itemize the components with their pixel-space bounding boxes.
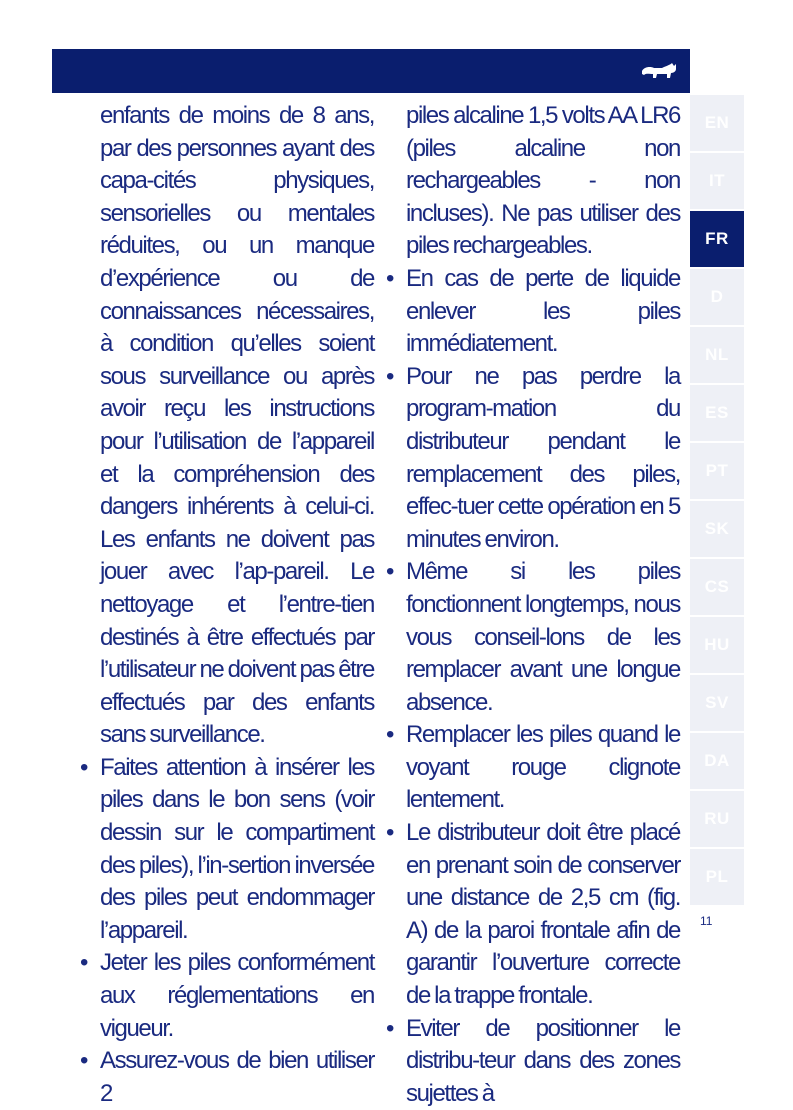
- tab-lang-da[interactable]: DA: [690, 733, 744, 789]
- list-item: • Le distributeur doit être placé en prenant soin de conserver une distance de 2,5 cm (fig. A) de la paroi frontale afin de garantir l’ouverture correcte de la trappe frontale.: [384, 817, 680, 1013]
- intro-paragraph: enfants de moins de 8 ans, par des personnes ayant des capa-cités physiques, sensorielles ou mentales réduites, ou un manque d’expérience ou de connaissances nécessaires, à condition qu’elles soient sous surveillance ou après avoir reçu les instructions pour l’utilisation de l’appareil et la compréhension des dangers inhérents à celui-ci. Les enfants ne doivent pas jouer avec l’ap-pareil. Le nettoyage et l’entre-tien destinés à être effectués par l’utilisateur ne doivent pas être effectués par des enfants sans surveillance.: [100, 102, 374, 749]
- tab-lang-nl[interactable]: NL: [690, 327, 744, 383]
- tab-lang-hu[interactable]: HU: [690, 617, 744, 673]
- right-column: [384, 100, 680, 1110]
- list-item: • Remplacer les piles quand le voyant rouge clignote lentement.: [384, 719, 680, 817]
- tab-lang-fr[interactable]: FR: [690, 211, 744, 267]
- list-item: • Assurez-vous de bien utiliser 2: [78, 1045, 374, 1110]
- tab-lang-pt[interactable]: PT: [690, 443, 744, 499]
- list-item: • En cas de perte de liquide enlever les piles immédiatement.: [384, 263, 680, 361]
- list-item: • Même si les piles fonctionnent longtemps, nous vous conseil-lons de les remplacer avant une longue absence.: [384, 556, 680, 719]
- language-tabs: [690, 95, 744, 907]
- tab-lang-es[interactable]: ES: [690, 385, 744, 441]
- header-bar: [52, 49, 690, 93]
- tab-lang-d[interactable]: D: [690, 269, 744, 325]
- tab-lang-cs[interactable]: CS: [690, 559, 744, 615]
- continuation-paragraph: piles alcaline 1,5 volts AA LR6 (piles alcaline non rechargeables - non incluses). Ne pas utiliser des piles rechargeables.: [406, 102, 680, 260]
- tab-lang-sv[interactable]: SV: [690, 675, 744, 731]
- list-item: • Jeter les piles conformément aux réglementations en vigueur.: [78, 947, 374, 1045]
- list-item: • Pour ne pas perdre la program-mation du distributeur pendant le remplacement des piles, effec-tuer cette opération en 5 minutes environ.: [384, 361, 680, 557]
- left-column: [78, 100, 374, 1110]
- tab-lang-en[interactable]: EN: [690, 95, 744, 151]
- cat-logo-icon: [640, 61, 678, 83]
- tab-lang-pl[interactable]: PL: [690, 849, 744, 905]
- list-item: • Faites attention à insérer les piles dans le bon sens (voir dessin sur le compartiment des piles), l’in-sertion inversée des piles peut endommager l’appareil.: [78, 752, 374, 948]
- tab-lang-it[interactable]: IT: [690, 153, 744, 209]
- page-number: 11: [700, 914, 713, 928]
- tab-lang-sk[interactable]: SK: [690, 501, 744, 557]
- tab-lang-ru[interactable]: RU: [690, 791, 744, 847]
- list-item: • Eviter de positionner le distribu-teur dans des zones sujettes à: [384, 1013, 680, 1110]
